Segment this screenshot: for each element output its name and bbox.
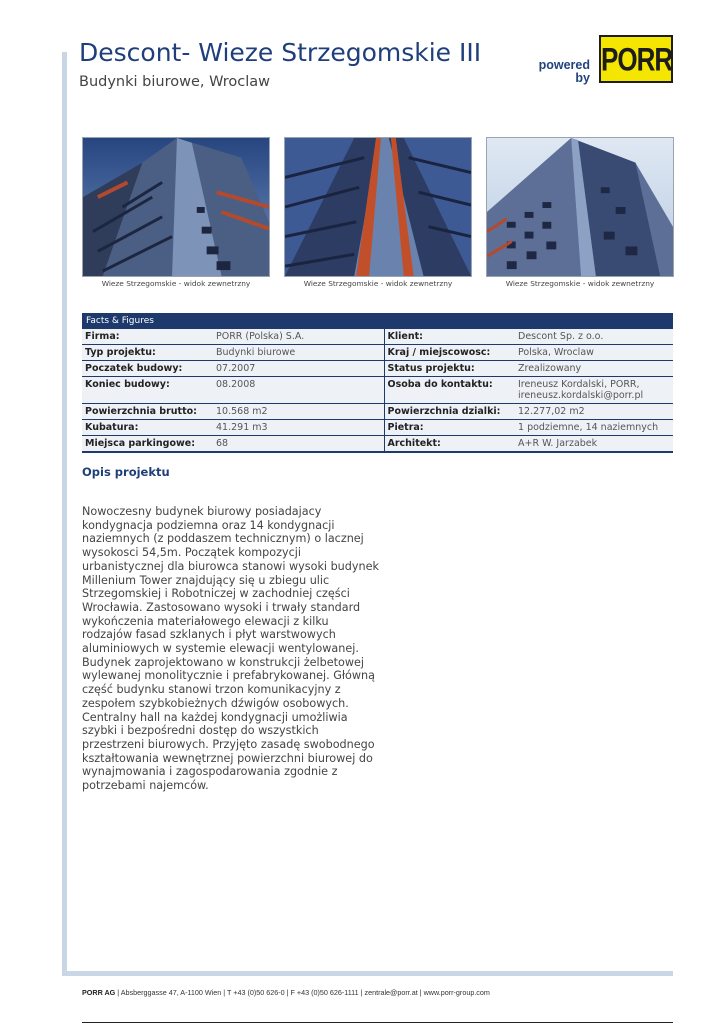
- fact-label: [384, 329, 515, 345]
- footer: [82, 988, 490, 997]
- fact-value: [213, 361, 384, 377]
- description-text: [82, 505, 382, 793]
- building-photo-2: [284, 137, 472, 277]
- description-line: Nowoczesny budynek biurowy posiadajacy: [82, 505, 322, 518]
- page-subtitle: Budynki biurowe, Wroclaw: [79, 74, 271, 90]
- bottom-border-rule: [62, 971, 673, 976]
- building-photo-1: [82, 137, 270, 277]
- fact-label-text: Poczatek budowy:: [85, 363, 183, 374]
- fact-label: [384, 420, 515, 436]
- fact-value: [515, 345, 673, 361]
- description-line: wykończenia materiałowego elewacji z kilku: [82, 614, 329, 628]
- building-photo-3: [486, 137, 674, 277]
- fact-value-text: 10.568 m2: [216, 406, 268, 417]
- fact-value: [213, 377, 384, 404]
- fact-value: [213, 420, 384, 436]
- description-line: aluminiowych w systemie elewacji wentylowanej.: [82, 642, 359, 656]
- photo-caption-3: Wieze Strzegomskie - widok zewnetrzny: [505, 279, 655, 288]
- fact-label-text: Firma:: [85, 331, 120, 342]
- description-line: wylewanej monolitycznie i prefabrykowanej. Główną: [82, 669, 375, 683]
- building-photo-icon: [285, 138, 471, 276]
- fact-value: [213, 329, 384, 345]
- photo-caption-2: Wieze Strzegomskie - widok zewnetrzny: [303, 279, 453, 288]
- fact-value: [515, 436, 673, 453]
- fact-value-text: 12.277,02 m2: [518, 406, 585, 417]
- fact-label-text: Powierzchnia dzialki:: [387, 406, 501, 417]
- description-line: potrzebami najemców.: [82, 779, 209, 793]
- fact-label-text: Architekt:: [387, 438, 441, 449]
- facts-row: [82, 420, 673, 436]
- fact-value: [515, 377, 673, 404]
- fact-label-text: Klient:: [387, 331, 423, 342]
- fact-value-text: Zrealizowany: [518, 363, 582, 374]
- fact-label-text: Kraj / miejscowosc:: [387, 347, 491, 358]
- fact-label: [82, 361, 213, 377]
- description-line: Strzegomskiej i Robotniczej w zachodniej części: [82, 587, 350, 601]
- description-line: zespołem szybkobieżnych dźwigów osobowych.: [82, 696, 349, 710]
- fact-label-text: Status projektu:: [387, 363, 475, 374]
- fact-label-text: Kubatura:: [85, 422, 139, 433]
- description-line: Budynek zaprojektowano w konstrukcji żelbetowej: [82, 655, 364, 669]
- fact-label: [82, 377, 213, 404]
- fact-label: [82, 420, 213, 436]
- photo-caption-1: Wieze Strzegomskie - widok zewnetrzny: [101, 279, 251, 288]
- facts-table: [82, 329, 673, 453]
- fact-value-text: 07.2007: [216, 363, 256, 374]
- description-line: Wrocławia. Zastosowano wysoki i trwały standard: [82, 600, 361, 614]
- footer-contact: | Absberggasse 47, A-1100 Wien | T +43 (0)50 626-0 | F +43 (0)50 626-1111 | zentrale@porr.at | www.porr-group.com: [117, 988, 490, 997]
- fact-label-text: Powierzchnia brutto:: [85, 406, 197, 417]
- by-line: by: [575, 71, 590, 85]
- porr-logo: [534, 35, 674, 87]
- fact-label: [384, 377, 515, 404]
- building-photo-icon: [487, 138, 673, 276]
- fact-value-text: Ireneusz Kordalski, PORR,: [518, 379, 640, 390]
- facts-row: [82, 361, 673, 377]
- footer-company: PORR AG: [82, 988, 116, 997]
- fact-label: [384, 361, 515, 377]
- fact-value-text: PORR (Polska) S.A.: [216, 331, 305, 342]
- description-line: Millenium Tower znajdujący się u zbiegu ulic: [82, 573, 330, 587]
- fact-value-text: Budynki biurowe: [216, 347, 296, 358]
- fact-label-text: Typ projektu:: [85, 347, 156, 358]
- fact-label: [82, 329, 213, 345]
- porr-logo-box: [599, 35, 673, 83]
- fact-label-text: Miejsca parkingowe:: [85, 438, 195, 449]
- fact-value-text: A+R W. Jarzabek: [518, 438, 598, 449]
- description-line: kondygnacja podziemna oraz 14 kondygnacji: [82, 518, 335, 532]
- contact-email[interactable]: ireneusz.kordalski@porr.pl: [518, 390, 644, 401]
- description-line: rodzajów fasad szklanych i płyt warstwowych: [82, 628, 336, 642]
- fact-label-text: Osoba do kontaktu:: [387, 379, 493, 390]
- fact-label: [82, 345, 213, 361]
- fact-label: [384, 436, 515, 453]
- fact-label: [82, 404, 213, 420]
- left-border-rule: [62, 52, 67, 976]
- description-line: szybki i bezpośredni dostęp do wszystkich: [82, 724, 319, 738]
- fact-value-text: 41.291 m3: [216, 422, 268, 433]
- footer-rule: [82, 1022, 673, 1023]
- fact-value: [213, 404, 384, 420]
- description-line: wysokosci 54,5m. Początek kompozycji: [82, 546, 301, 560]
- fact-value-text: 08.2008: [216, 379, 256, 390]
- description-line: Centralny hall na każdej kondygnacji umożliwia: [82, 710, 348, 724]
- description-line: naziemnych (z poddaszem technicznym) o lacznej: [82, 532, 364, 546]
- facts-row: [82, 404, 673, 420]
- description-line: przestrzeni biurowych. Przyjęto zasadę swobodnego: [82, 737, 375, 751]
- facts-row: [82, 329, 673, 345]
- description-line: urbanistycznej dla biurowca stanowi wysoki budynek: [82, 559, 379, 573]
- fact-label-text: Koniec budowy:: [85, 379, 170, 390]
- fact-value: [515, 329, 673, 345]
- fact-value: [515, 361, 673, 377]
- facts-heading: Facts & Figures: [82, 313, 673, 329]
- description-line: część budynku stanowi trzon komunikacyjny z: [82, 683, 341, 697]
- fact-label: [82, 436, 213, 453]
- description-line: wynajmowania i zagospodarowania zgodnie z: [82, 765, 338, 779]
- page-title: Descont- Wieze Strzegomskie III: [79, 38, 482, 67]
- fact-label: [384, 345, 515, 361]
- fact-label: [384, 404, 515, 420]
- fact-value: [213, 436, 384, 453]
- fact-value: [515, 420, 673, 436]
- description-title: Opis projektu: [82, 465, 170, 479]
- fact-value-text: Polska, Wroclaw: [518, 347, 594, 358]
- fact-value: [213, 345, 384, 361]
- fact-value-text: Descont Sp. z o.o.: [518, 331, 604, 342]
- building-photo-icon: [83, 138, 269, 276]
- facts-row: [82, 436, 673, 453]
- powered-by-text: [534, 59, 590, 85]
- porr-logo-text: PORR: [601, 40, 673, 78]
- fact-label-text: Pietra:: [387, 422, 424, 433]
- facts-row: [82, 345, 673, 361]
- fact-value-text: 1 podziemne, 14 naziemnych: [518, 422, 659, 433]
- fact-value-text: 68: [216, 438, 229, 449]
- fact-value: [515, 404, 673, 420]
- facts-row: [82, 377, 673, 404]
- description-line: kształtowania wewnętrznej powierzchni biurowej do: [82, 751, 373, 765]
- powered-line: powered: [538, 58, 590, 72]
